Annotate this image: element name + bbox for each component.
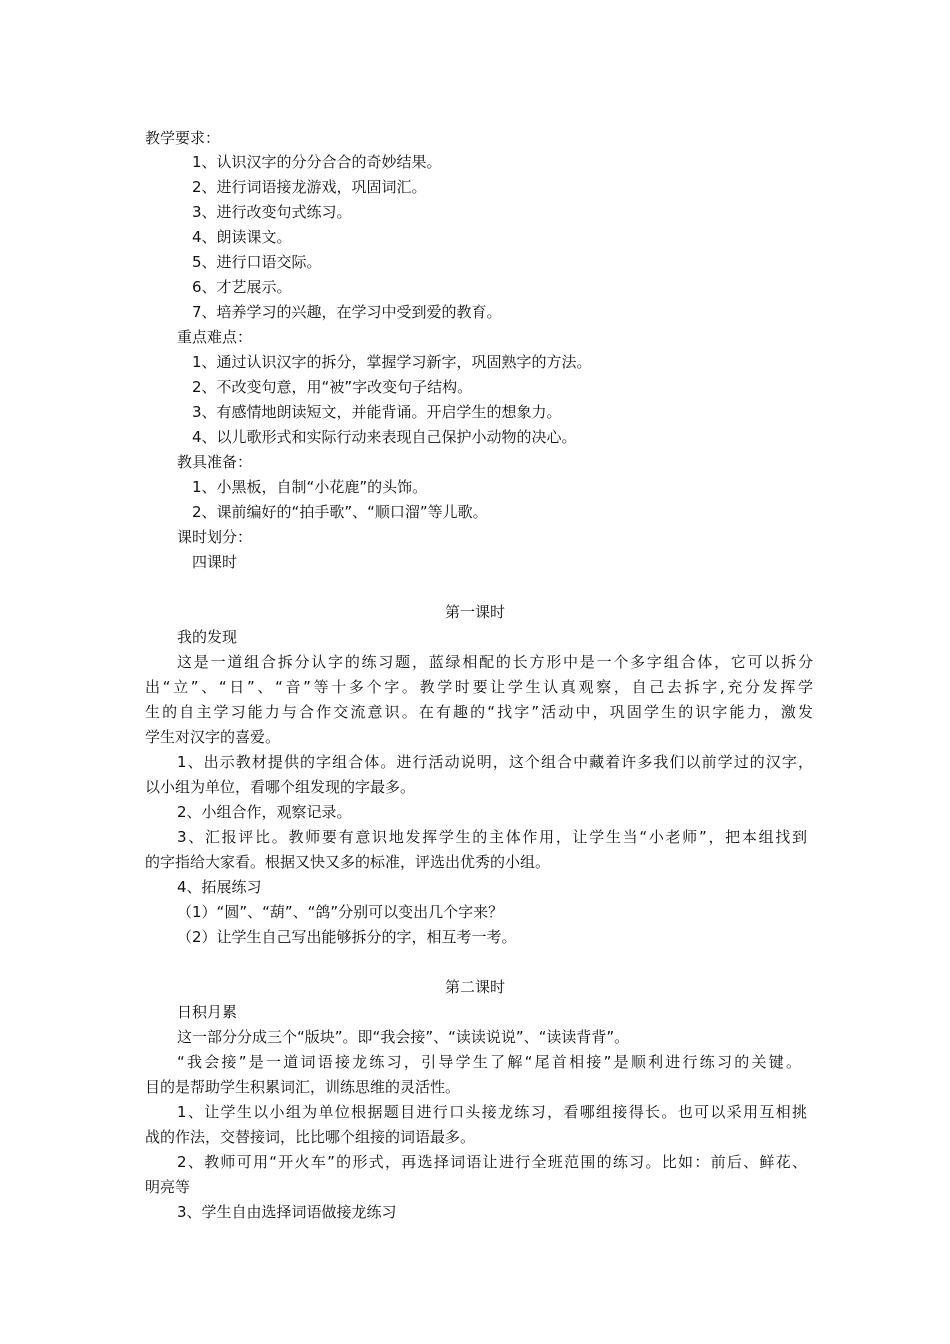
lesson1-step3-line: 3、汇报评比。教师要有意识地发挥学生的主体作用，让学生当“小老师”，把本组找到 bbox=[177, 828, 807, 846]
lesson1-intro-line: 学生对汉字的喜爱。 bbox=[145, 728, 281, 746]
lesson2-subheading: 日积月累 bbox=[177, 1003, 238, 1021]
key-point-item: 3、有感情地朗读短文，并能背诵。开启学生的想象力。 bbox=[192, 403, 562, 421]
requirement-item: 1、认识汉字的分分合合的奇妙结果。 bbox=[192, 153, 442, 171]
lesson1-sub-item: （2）让学生自己写出能够拆分的字，相互考一考。 bbox=[177, 928, 517, 946]
lesson1-step1-line: 以小组为单位，看哪个组发现的字最多。 bbox=[145, 778, 416, 796]
material-item: 1、小黑板，自制“小花鹿”的头饰。 bbox=[192, 478, 428, 496]
lesson2-step3: 3、学生自由选择词语做接龙练习 bbox=[177, 1203, 397, 1221]
lesson1-step2: 2、小组合作，观察记录。 bbox=[177, 803, 352, 821]
requirement-item: 3、进行改变句式练习。 bbox=[192, 203, 352, 221]
lesson2-step1-line: 战的作法，交替接词，比比哪个组接的词语最多。 bbox=[145, 1128, 476, 1146]
requirements-heading: 教学要求： bbox=[145, 129, 221, 147]
material-item: 2、课前编好的“拍手歌”、“顺口溜”等儿歌。 bbox=[192, 503, 488, 521]
lesson1-step1-line: 1、出示教材提供的字组合体。进行活动说明，这个组合中藏着许多我们以前学过的汉字， bbox=[177, 753, 813, 771]
schedule-value: 四课时 bbox=[192, 553, 238, 571]
lesson1-sub-item: （1）“圆”、“葫”、“鸽”分别可以变出几个字来？ bbox=[177, 903, 504, 921]
lesson1-title: 第一课时 bbox=[444, 603, 505, 621]
materials-heading: 教具准备： bbox=[177, 453, 253, 471]
lesson1-intro-line: 这是一道组合拆分认字的练习题，蓝绿相配的长方形中是一个多字组合体，它可以拆分 bbox=[177, 653, 813, 671]
schedule-heading: 课时划分： bbox=[177, 528, 253, 546]
requirement-item: 5、进行口语交际。 bbox=[192, 253, 322, 271]
lesson1-subheading: 我的发现 bbox=[177, 628, 238, 646]
requirement-item: 4、朗读课文。 bbox=[192, 228, 292, 246]
lesson2-intro: 这一部分分成三个“版块”。即“我会接”、“读读说说”、“读读背背”。 bbox=[177, 1028, 630, 1046]
lesson1-intro-line: 生的自主学习能力与合作交流意识。在有趣的“找字”活动中，巩固学生的识字能力，激发 bbox=[145, 703, 813, 721]
lesson1-step4: 4、拓展练习 bbox=[177, 878, 262, 896]
lesson2-step2-line: 2、教师可用“开火车”的形式，再选择词语让进行全班范围的练习。比如：前后、鲜花、 bbox=[177, 1153, 807, 1171]
lesson2-step1-line: 1、让学生以小组为单位根据题目进行口头接龙练习，看哪组接得长。也可以采用互相挑 bbox=[177, 1103, 807, 1121]
requirement-item: 6、才艺展示。 bbox=[192, 278, 292, 296]
key-point-item: 1、通过认识汉字的拆分，掌握学习新字，巩固熟字的方法。 bbox=[192, 353, 592, 371]
key-point-item: 2、不改变句意，用“被”字改变句子结构。 bbox=[192, 378, 473, 396]
lesson2-step2-line: 明亮等 bbox=[145, 1178, 191, 1196]
lesson1-intro-line: 出“立”、“日”、“音”等十多个字。教学时要让学生认真观察，自己去拆字,充分发挥学 bbox=[145, 678, 813, 696]
requirement-item: 7、培养学习的兴趣，在学习中受到爱的教育。 bbox=[192, 303, 502, 321]
lesson2-title: 第二课时 bbox=[444, 978, 505, 996]
key-point-item: 4、以儿歌形式和实际行动来表现自己保护小动物的决心。 bbox=[192, 428, 577, 446]
lesson1-step3-line: 的字指给大家看。根据又快又多的标准，评选出优秀的小组。 bbox=[145, 853, 551, 871]
key-points-heading: 重点难点： bbox=[177, 328, 253, 346]
lesson2-para-line: 目的是帮助学生积累词汇，训练思维的灵活性。 bbox=[145, 1078, 461, 1096]
requirement-item: 2、进行词语接龙游戏，巩固词汇。 bbox=[192, 178, 427, 196]
lesson2-para-line: “我会接”是一道词语接龙练习，引导学生了解“尾首相接”是顺利进行练习的关键。 bbox=[177, 1053, 801, 1071]
